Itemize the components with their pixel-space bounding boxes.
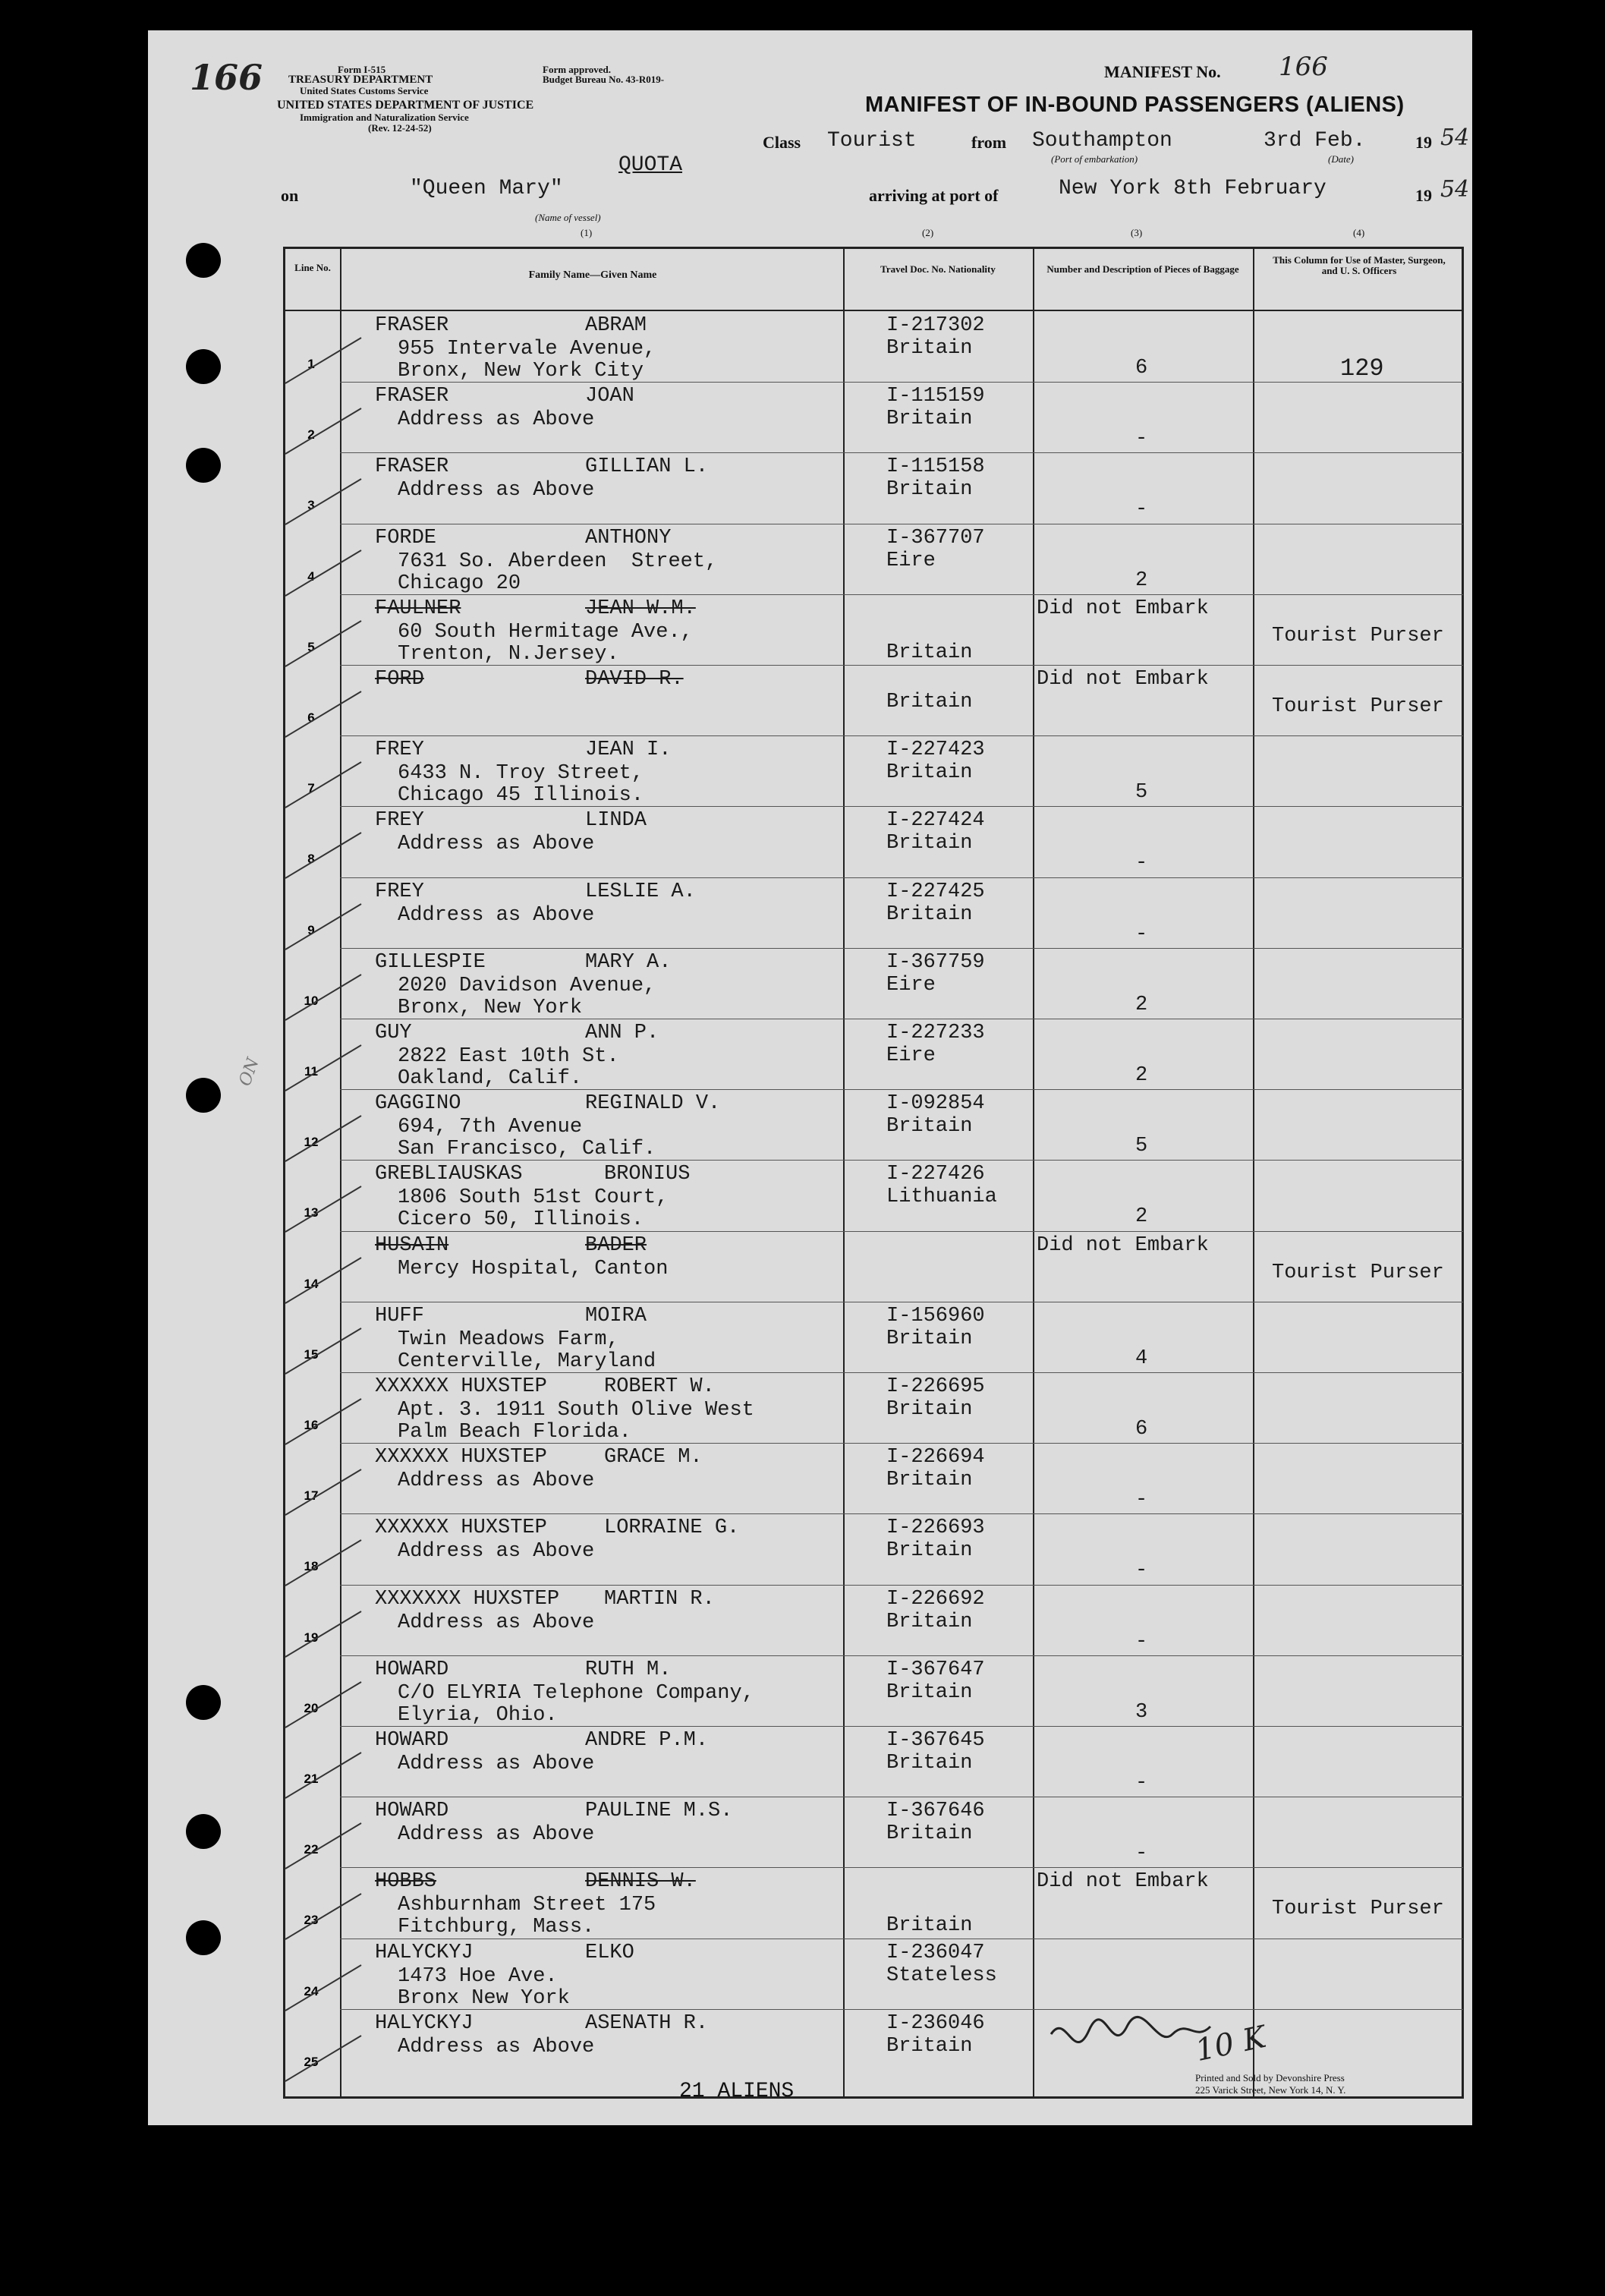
nationality: Britain [886, 2034, 973, 2058]
nationality: Britain [886, 1539, 973, 1563]
marginal-note: ON [235, 1055, 263, 1089]
manifest-number: 166 [1279, 52, 1328, 82]
corner-handwritten-number: 166 [190, 57, 263, 98]
line-number: 22 [304, 1842, 319, 1857]
nationality: Eire [886, 1044, 936, 1067]
line-number: 13 [304, 1205, 319, 1220]
given-name: ASENATH R. [585, 2011, 709, 2035]
row-separator [340, 1160, 1463, 1161]
officer-mark: 129 [1340, 354, 1384, 383]
family-name: FORDE [375, 526, 437, 550]
baggage-count: 5 [1135, 781, 1148, 805]
given-name: JEAN W.M. [585, 597, 696, 620]
purser-note: Tourist Purser [1272, 695, 1444, 718]
baggage-count: 4 [1135, 1346, 1148, 1370]
family-name: FRASER [375, 314, 449, 337]
family-name: GAGGINO [375, 1092, 461, 1116]
baggage-count: 3 [1135, 1700, 1148, 1724]
given-name: JEAN I. [585, 739, 672, 762]
line-number: 15 [304, 1346, 319, 1362]
printer-line-1: Printed and Sold by Devonshire Press [1195, 2072, 1345, 2083]
baggage-count: 2 [1135, 993, 1148, 1016]
baggage-count: - [1135, 922, 1148, 946]
line-number: 25 [304, 2054, 319, 2069]
address-line: Bronx New York [398, 1986, 570, 2010]
did-not-embark-note: Did not Embark [1037, 1233, 1209, 1257]
address-line: 2020 Davidson Avenue, [398, 974, 656, 997]
family-name: FAULNER [375, 597, 461, 620]
given-name: MARTIN R. [604, 1587, 715, 1611]
baggage-count: 2 [1135, 1205, 1148, 1229]
nationality: Eire [886, 973, 936, 997]
line-number: 6 [307, 710, 315, 725]
given-name: ANN P. [585, 1022, 659, 1044]
baggage-count: - [1135, 427, 1148, 451]
travel-doc-number: I-236046 [886, 2011, 985, 2035]
vessel-caption: (Name of vessel) [535, 212, 601, 223]
given-name: MARY A. [585, 950, 672, 974]
travel-doc-number: I-226695 [886, 1375, 985, 1398]
travel-doc-number: I-226694 [886, 1446, 985, 1469]
family-name: GILLESPIE [375, 950, 486, 974]
baggage-count: - [1135, 1488, 1148, 1512]
treasury-dept: TREASURY DEPARTMENT [288, 74, 433, 86]
travel-doc-number: I-226692 [886, 1587, 985, 1611]
binder-hole [186, 243, 221, 278]
header-name: Family Name—Given Name [528, 269, 657, 281]
address-line: Bronx, New York [398, 996, 583, 1019]
address-line: 955 Intervale Avenue, [398, 338, 656, 361]
row-separator [340, 452, 1463, 453]
baggage-count: - [1135, 1630, 1148, 1653]
address-line: Chicago 20 [398, 572, 521, 595]
line-number: 24 [304, 1983, 319, 1998]
baggage-count: 2 [1135, 568, 1148, 592]
binder-hole [186, 349, 221, 384]
handwritten-scrawl [1043, 2004, 1218, 2072]
column-number-2: (2) [922, 227, 934, 238]
given-name: DAVID R. [585, 668, 684, 691]
given-name: GRACE M. [604, 1446, 703, 1469]
on-label: on [281, 186, 299, 205]
row-separator [340, 1089, 1463, 1090]
from-label: from [971, 133, 1007, 152]
baggage-count: 6 [1135, 357, 1148, 380]
nationality: Britain [886, 1469, 973, 1492]
baggage-count: - [1135, 852, 1148, 875]
baggage-count: - [1135, 498, 1148, 521]
class-value: Tourist [827, 129, 917, 153]
address-line: 6433 N. Troy Street, [398, 762, 644, 786]
address-line: 1473 Hoe Ave. [398, 1964, 558, 1988]
departure-date: 3rd Feb. [1264, 129, 1366, 153]
address-line: Cicero 50, Illinois. [398, 1208, 644, 1232]
doj-title: UNITED STATES DEPARTMENT OF JUSTICE [277, 99, 534, 112]
ins-title: Immigration and Naturalization Service [300, 112, 469, 123]
address-line: Trenton, N.Jersey. [398, 642, 619, 666]
purser-note: Tourist Purser [1272, 624, 1444, 647]
baggage-count: 2 [1135, 1064, 1148, 1087]
arriving-label: arriving at port of [869, 186, 999, 205]
line-number: 5 [307, 639, 315, 654]
did-not-embark-note: Did not Embark [1037, 1870, 1209, 1894]
binder-hole [186, 448, 221, 483]
travel-doc-number: I-227424 [886, 809, 985, 833]
travel-doc-number: I-217302 [886, 314, 985, 337]
address-line: Address as Above [398, 479, 595, 502]
given-name: LESLIE A. [585, 880, 696, 903]
address-line: Address as Above [398, 1540, 595, 1564]
nationality: Stateless [886, 1964, 997, 1987]
budget-bureau: Budget Bureau No. 43-R019- [543, 74, 665, 85]
did-not-embark-note: Did not Embark [1037, 597, 1209, 620]
baggage-count: - [1135, 1772, 1148, 1794]
family-name: HUSAIN [375, 1233, 449, 1257]
nationality: Britain [886, 337, 973, 360]
column-number-3: (3) [1131, 227, 1143, 238]
nationality: Britain [886, 1752, 973, 1775]
address-line: San Francisco, Calif. [398, 1138, 656, 1161]
family-name: FRASER [375, 455, 449, 479]
row-separator [340, 1655, 1463, 1656]
alien-count: 21 ALIENS [679, 2080, 795, 2103]
nationality: Lithuania [886, 1186, 997, 1209]
binder-hole [186, 1920, 221, 1955]
address-line: Fitchburg, Mass. [398, 1916, 595, 1939]
address-line: 7631 So. Aberdeen Street, [398, 550, 718, 573]
travel-doc-number: I-226693 [886, 1516, 985, 1540]
header-travel-doc: Travel Doc. No. Nationality [880, 263, 996, 275]
arrival-year-prefix: 19 [1415, 186, 1432, 205]
travel-doc-number: I-156960 [886, 1304, 985, 1328]
year-value: 54 [1440, 124, 1470, 151]
header-officers: This Column for Use of Master, Surgeon, and U. S. Officers [1273, 254, 1446, 276]
travel-doc-number: I-227233 [886, 1022, 985, 1044]
line-number: 11 [304, 1064, 318, 1079]
nationality: Britain [886, 832, 973, 855]
row-separator [340, 877, 1463, 878]
travel-doc-number: I-115159 [886, 385, 985, 408]
address-line: Elyria, Ohio. [398, 1703, 558, 1727]
given-name: PAULINE M.S. [585, 1800, 733, 1823]
line-number: 21 [304, 1772, 319, 1786]
line-number: 16 [304, 1418, 319, 1432]
address-line: Chicago 45 Illinois. [398, 784, 644, 808]
arrival-year: 54 [1440, 176, 1470, 203]
address-line: Address as Above [398, 1823, 595, 1847]
header-line-no: Line No. [294, 262, 331, 273]
quota-mark: QUOTA [618, 153, 683, 177]
row-separator [340, 665, 1463, 666]
header-divider [285, 310, 1462, 311]
handwritten-note: 10 K [1192, 2019, 1270, 2069]
given-name: JOAN [585, 385, 634, 408]
given-name: ELKO [585, 1941, 634, 1964]
line-number: 14 [304, 1276, 319, 1291]
nationality: Britain [886, 1914, 973, 1938]
travel-doc-number: I-367647 [886, 1658, 985, 1681]
did-not-embark-note: Did not Embark [1037, 668, 1209, 691]
travel-doc-number: I-227425 [886, 880, 985, 903]
given-name: ANTHONY [585, 526, 672, 550]
address-line: Address as Above [398, 408, 595, 432]
binder-hole [186, 1814, 221, 1849]
given-name: BRONIUS [604, 1163, 691, 1186]
baggage-count: 6 [1135, 1418, 1148, 1441]
given-name: ABRAM [585, 314, 647, 337]
nationality: Eire [886, 549, 936, 572]
travel-doc-number: I-367645 [886, 1729, 985, 1752]
line-number: 9 [307, 922, 315, 937]
form-number: Form I-515 [338, 64, 386, 75]
row-separator [340, 1726, 1463, 1727]
nationality: Britain [886, 902, 973, 926]
line-number: 18 [304, 1559, 319, 1574]
nationality: Britain [886, 1398, 973, 1421]
family-name: HOWARD [375, 1729, 449, 1752]
family-name: FRASER [375, 385, 449, 408]
nationality: Britain [886, 1115, 973, 1139]
row-separator [340, 948, 1463, 949]
baggage-count: 5 [1135, 1135, 1148, 1158]
line-number: 17 [304, 1488, 319, 1504]
family-name: HALYCKYJ [375, 2011, 474, 2035]
column-divider [843, 249, 845, 2096]
nationality: Britain [886, 408, 973, 431]
row-separator [340, 2009, 1463, 2010]
family-name: FREY [375, 739, 424, 762]
line-number: 2 [307, 427, 315, 443]
form-approved: Form approved. [543, 64, 612, 75]
form-revision: (Rev. 12-24-52) [368, 122, 432, 134]
address-line: Mercy Hospital, Canton [398, 1257, 669, 1280]
row-separator [340, 806, 1463, 807]
passenger-table [283, 247, 1464, 2099]
nationality: Britain [886, 478, 973, 502]
given-name: DENNIS W. [585, 1870, 696, 1894]
baggage-count: - [1135, 1559, 1148, 1583]
row-separator [340, 1372, 1463, 1373]
column-divider [1253, 249, 1254, 2096]
given-name: LORRAINE G. [604, 1516, 740, 1540]
arrival-port: New York 8th February [1059, 177, 1326, 200]
address-line: C/O ELYRIA Telephone Company, [398, 1681, 754, 1705]
port-caption: (Port of embarkation) [1051, 153, 1138, 165]
binder-hole [186, 1685, 221, 1720]
given-name: ANDRE P.M. [585, 1729, 709, 1752]
from-value: Southampton [1032, 129, 1172, 153]
binder-hole [186, 1078, 221, 1113]
check-mark-icon [278, 2028, 369, 2089]
line-number: 10 [304, 993, 319, 1008]
address-line: Ashburnham Street 175 [398, 1894, 656, 1917]
column-number-4: (4) [1353, 227, 1365, 238]
travel-doc-number: I-227423 [886, 739, 985, 762]
nationality: Britain [886, 691, 973, 713]
row-separator [340, 1443, 1463, 1444]
row-separator [340, 382, 1463, 383]
family-name: GREBLIAUSKAS [375, 1163, 523, 1186]
travel-doc-number: I-236047 [886, 1941, 985, 1964]
printer-line-2: 225 Varick Street, New York 14, N. Y. [1195, 2084, 1346, 2096]
line-number: 4 [307, 568, 315, 584]
class-label: Class [763, 133, 801, 152]
year-prefix: 19 [1415, 133, 1432, 152]
family-name: FREY [375, 809, 424, 833]
row-separator [340, 1231, 1463, 1232]
travel-doc-number: I-367707 [886, 526, 985, 550]
given-name: GILLIAN L. [585, 455, 709, 479]
address-line: Address as Above [398, 1469, 595, 1493]
address-line: Palm Beach Florida. [398, 1421, 631, 1444]
address-line: Address as Above [398, 2035, 595, 2058]
address-line: Address as Above [398, 903, 595, 927]
vessel-name: "Queen Mary" [410, 177, 563, 200]
family-name: FORD [375, 668, 424, 691]
family-name: XXXXXXX HUXSTEP [375, 1587, 560, 1611]
family-name: HUFF [375, 1304, 424, 1328]
row-separator [340, 1585, 1463, 1586]
travel-doc-number: I-367646 [886, 1800, 985, 1823]
family-name: HOWARD [375, 1658, 449, 1681]
given-name: MOIRA [585, 1304, 647, 1328]
nationality: Britain [886, 1610, 973, 1633]
travel-doc-number: I-227426 [886, 1163, 985, 1186]
baggage-count: - [1135, 1842, 1148, 1866]
manifest-no-label: MANIFEST No. [1104, 62, 1221, 81]
line-number: 3 [307, 498, 315, 513]
given-name: RUTH M. [585, 1658, 672, 1681]
address-line: Address as Above [398, 1611, 595, 1634]
given-name: ROBERT W. [604, 1375, 715, 1398]
family-name: HALYCKYJ [375, 1941, 474, 1964]
column-number-1: (1) [581, 227, 593, 238]
address-line: Centerville, Maryland [398, 1350, 656, 1373]
nationality: Britain [886, 1822, 973, 1846]
customs-service: United States Customs Service [300, 85, 429, 96]
line-number: 8 [307, 852, 315, 867]
manifest-page [148, 30, 1472, 2125]
row-separator [340, 594, 1463, 595]
address-line: Twin Meadows Farm, [398, 1328, 619, 1351]
address-line: 60 South Hermitage Ave., [398, 620, 693, 644]
family-name: XXXXXX HUXSTEP [375, 1375, 547, 1398]
nationality: Britain [886, 641, 973, 664]
family-name: HOWARD [375, 1800, 449, 1823]
family-name: FREY [375, 880, 424, 903]
date-caption: (Date) [1328, 153, 1354, 165]
family-name: GUY [375, 1022, 412, 1044]
address-line: 1806 South 51st Court, [398, 1186, 669, 1210]
column-divider [1033, 249, 1034, 2096]
address-line: Bronx, New York City [398, 360, 644, 383]
address-line: 694, 7th Avenue [398, 1116, 583, 1139]
manifest-title: MANIFEST OF IN-BOUND PASSENGERS (ALIENS) [865, 93, 1405, 117]
header-baggage: Number and Description of Pieces of Baggage [1046, 263, 1239, 275]
address-line: Address as Above [398, 1753, 595, 1775]
address-line: Address as Above [398, 833, 595, 856]
address-line: 2822 East 10th St. [398, 1045, 619, 1068]
purser-note: Tourist Purser [1272, 1898, 1444, 1921]
purser-note: Tourist Purser [1272, 1261, 1444, 1284]
line-number: 19 [304, 1630, 319, 1645]
given-name: BADER [585, 1233, 647, 1257]
given-name: REGINALD V. [585, 1092, 721, 1116]
line-number: 1 [307, 357, 315, 371]
row-separator [340, 1513, 1463, 1514]
nationality: Britain [886, 1327, 973, 1350]
row-separator [340, 1867, 1463, 1868]
family-name: HOBBS [375, 1870, 437, 1894]
family-name: XXXXXX HUXSTEP [375, 1446, 547, 1469]
travel-doc-number: I-367759 [886, 950, 985, 974]
nationality: Britain [886, 761, 973, 785]
nationality: Britain [886, 1680, 973, 1704]
travel-doc-number: I-092854 [886, 1092, 985, 1116]
travel-doc-number: I-115158 [886, 455, 985, 479]
line-number: 7 [307, 781, 315, 796]
address-line: Apt. 3. 1911 South Olive West [398, 1399, 754, 1422]
line-number: 12 [304, 1135, 319, 1150]
given-name: LINDA [585, 809, 647, 833]
address-line: Oakland, Calif. [398, 1067, 583, 1090]
line-number: 20 [304, 1700, 319, 1715]
row-separator [340, 735, 1463, 736]
line-number: 23 [304, 1913, 319, 1928]
family-name: XXXXXX HUXSTEP [375, 1516, 547, 1540]
